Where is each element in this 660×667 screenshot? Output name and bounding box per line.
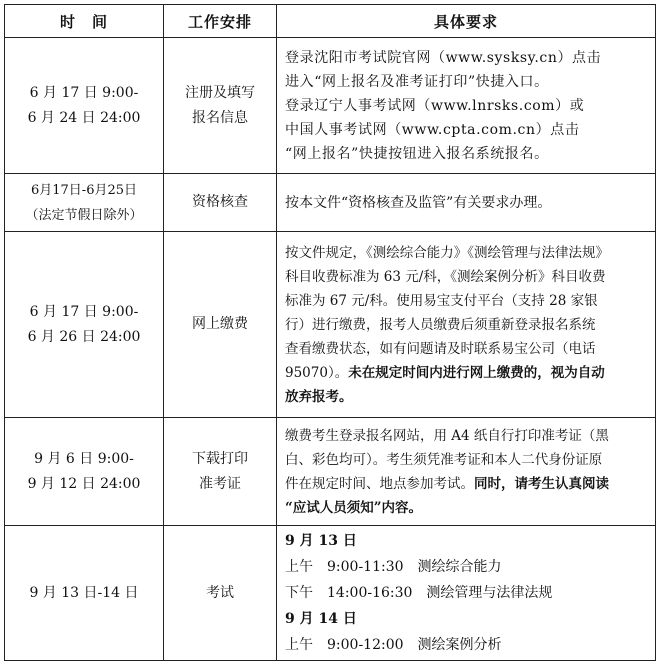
schedule-table	[4, 4, 656, 661]
table-row	[5, 38, 656, 174]
row-task: 下载打印 准考证	[164, 418, 277, 526]
warning-text: 未在规定时间内进行网上缴费的，视为自动	[348, 364, 605, 381]
exam-session: 下午 14:00-16:30 测绘管理与法律法规	[285, 585, 553, 601]
header-time: 时 间	[5, 5, 164, 38]
row-requirement: 登录沈阳市考试院官网（www.sysksy.cn）点击 进入“网上报名及准考证打印”快捷入口。 登录辽宁人事考试网（www.lnrsks.com）或 中国人事考试网（www.cpta.com.cn）点击 “网上报名”快捷按钮进入报名系统报名。	[277, 38, 656, 174]
row-requirement: 缴费考生登录报名网站，用 A4 纸自行打印准考证（黑 白、彩色均可）。考生须凭准考证和本人二代身份证原 件在规定时间、地点参加考试。同时，请考生认真阅读 “应试人员须知”内容。	[277, 418, 656, 526]
header-task: 工作安排	[164, 5, 277, 38]
row-task: 网上缴费	[164, 232, 277, 418]
row-requirement	[277, 526, 656, 661]
exam-session: 上午 9:00-11:30 测绘综合能力	[285, 559, 502, 575]
row-task: 注册及填写 报名信息	[164, 38, 277, 174]
table-row	[5, 174, 656, 232]
row-time: 6月17日-6月25日 （法定节假日除外）	[5, 174, 164, 232]
row-requirement: 按文件规定，《测绘综合能力》《测绘管理与法律法规》 科目收费标准为 63 元/科，《测绘案例分析》科目收费 标准为 67 元/科。使用易宝支付平台（支持 28 家银 行）进行缴费，报考人员缴费后须重新登录报名系统 查看缴费状态，如有问题请及时联系易宝公司（电话 95070）。未在规定时间内进行网上缴费的，视为自动 放弃报考。	[277, 232, 656, 418]
header-requirement: 具体要求	[277, 5, 656, 38]
row-task: 资格核查	[164, 174, 277, 232]
row-task: 考试	[164, 526, 277, 661]
warning-text: 放弃报考。	[285, 388, 353, 405]
notice-text: 同时，请考生认真阅读	[474, 475, 609, 492]
notice-text: “应试人员须知”内容。	[285, 499, 423, 516]
exam-day-2: 9 月 14 日	[285, 611, 357, 627]
table-row	[5, 526, 656, 661]
row-time: 9 月 6 日 9:00- 9 月 12 日 24:00	[5, 418, 164, 526]
row-time: 6 月 17 日 9:00- 6 月 24 日 24:00	[5, 38, 164, 174]
exam-session: 上午 9:00-12:00 测绘案例分析	[285, 637, 502, 653]
row-requirement: 按本文件“资格核查及监管”有关要求办理。	[277, 174, 656, 232]
table-row	[5, 418, 656, 526]
row-time: 6 月 17 日 9:00- 6 月 26 日 24:00	[5, 232, 164, 418]
exam-day-1: 9 月 13 日	[285, 533, 357, 549]
header-row	[5, 5, 656, 38]
row-time: 9 月 13 日-14 日	[5, 526, 164, 661]
table-row	[5, 232, 656, 418]
